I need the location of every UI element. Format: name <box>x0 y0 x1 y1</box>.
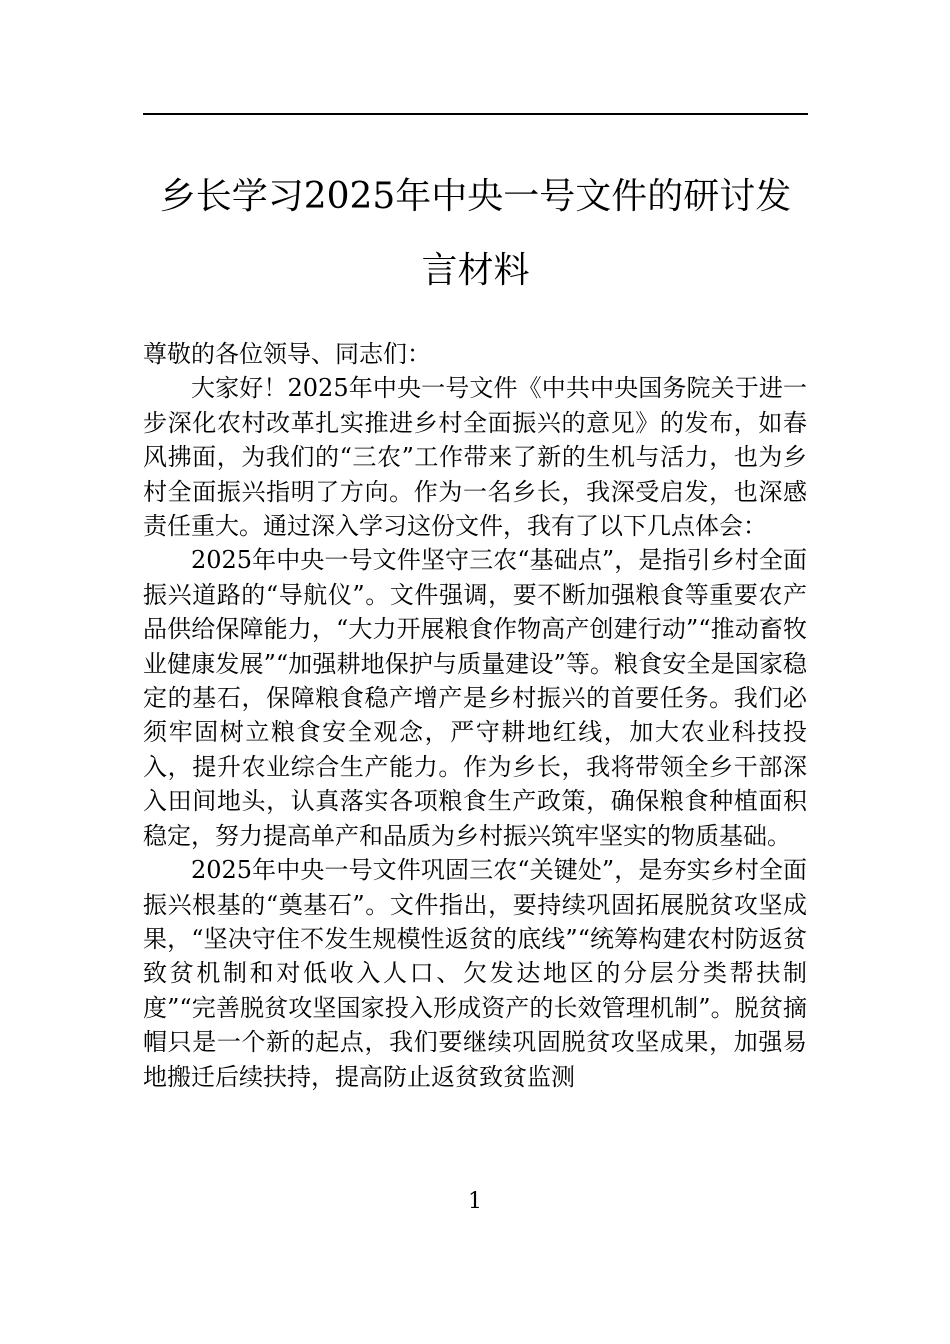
salutation: 尊敬的各位领导、同志们： <box>143 340 431 368</box>
document-body <box>143 337 807 1094</box>
body-paragraph-2: 2025年中央一号文件坚守三农“基础点”，是指引乡村全面振兴道路的“导航仪”。文件强调，要不断加强粮食等重要农产品供给保障能力，“大力开展粮食作物高产创建行动”“推动畜牧业健康发展”“加强耕地保护与质量建设”等。粮食安全是国家稳定的基石，保障粮食稳产增产是乡村振兴的首要任务。我们必须牢固树立粮食安全观念，严守耕地红线，加大农业科技投入，提升农业综合生产能力。作为乡长，我将带领全乡干部深入田间地头，认真落实各项粮食生产政策，确保粮食种植面积稳定，努力提高单产和品质为乡村振兴筑牢坚实的物质基础。 <box>143 546 807 850</box>
body-paragraph-3: 2025年中央一号文件巩固三农“关键处”，是夯实乡村全面振兴根基的“奠基石”。文件指出，要持续巩固拓展脱贫攻坚成果，“坚决守住不发生规模性返贫的底线”“统筹构建农村防返贫致贫机制和对低收入人口、欠发达地区的分层分类帮扶制度”“完善脱贫攻坚国家投入形成资产的长效管理机制”。脱贫摘帽只是一个新的起点，我们要继续巩固脱贫攻坚成果，加强易地搬迁后续扶持，提高防止返贫致贫监测 <box>143 856 807 1091</box>
document-title: 乡长学习2025年中央一号文件的研讨发言材料 <box>159 176 792 291</box>
body-paragraph-1: 大家好！2025年中央一号文件《中共中央国务院关于进一步深化农村改革扎实推进乡村全面振兴的意见》的发布，如春风拂面，为我们的“三农”工作带来了新的生机与活力，也为乡村全面振兴指明了方向。作为一名乡长，我深受启发，也深感责任重大。通过深入学习这份文件，我有了以下几点体会： <box>143 374 807 541</box>
header-rule <box>143 113 808 115</box>
page-number: 1 <box>468 1189 482 1214</box>
